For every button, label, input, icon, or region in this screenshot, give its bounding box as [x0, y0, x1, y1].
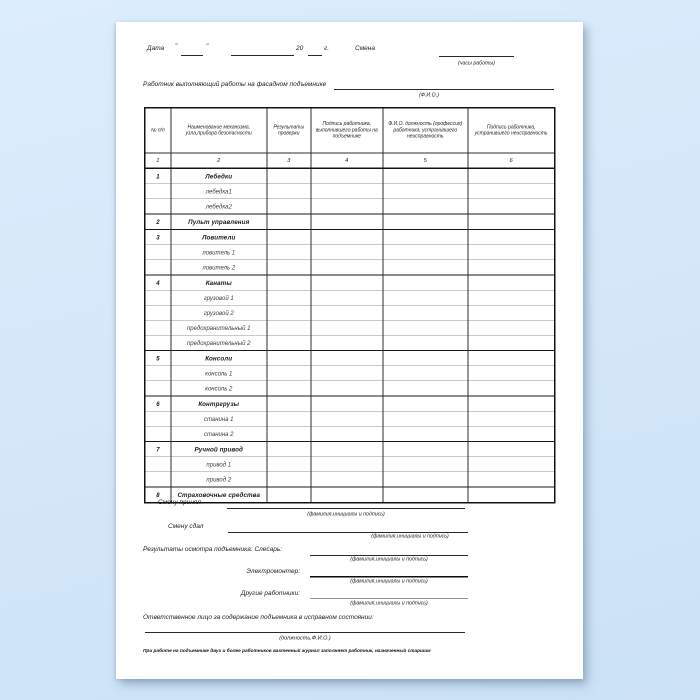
row-number-cell [145, 305, 171, 320]
shift-hours-blank [439, 45, 514, 57]
check-result-cell [267, 335, 311, 350]
worker-signature-cell [311, 472, 383, 487]
fixer-signature-cell [468, 457, 555, 472]
fixer-name-cell [383, 442, 468, 457]
fixer-name-cell [383, 472, 468, 487]
row-number-cell [145, 245, 171, 260]
responsible-person-blank [145, 621, 465, 633]
fixer-signature-cell [468, 442, 555, 457]
fixer-name-cell [383, 381, 468, 396]
table-row [145, 199, 555, 214]
fixer-name-cell [383, 457, 468, 472]
worker-signature-cell [311, 168, 383, 184]
fixer-name-cell [383, 366, 468, 381]
mechanism-name-cell: лебедка2 [171, 199, 267, 214]
fixer-name-cell [383, 230, 468, 245]
fixer-signature-cell [468, 305, 555, 320]
worker-signature-cell [311, 442, 383, 457]
check-result-cell [267, 366, 311, 381]
worker-signature-cell [311, 305, 383, 320]
row-number-cell [145, 381, 171, 396]
check-result-cell [267, 411, 311, 426]
row-number-cell [145, 184, 171, 199]
row-number-cell: 7 [145, 442, 171, 457]
signature-hint: (фамилия,инициалы и подпись) [350, 578, 428, 584]
form-content [116, 22, 583, 679]
mechanism-name-cell: Лебедки [171, 168, 267, 184]
table-body [145, 168, 555, 503]
day-close-quote: " [206, 42, 209, 50]
fixer-signature-cell [468, 426, 555, 441]
fixer-name-cell [383, 290, 468, 305]
row-number-cell: 8 [145, 487, 171, 503]
fixer-signature-cell [468, 230, 555, 245]
shift-label: Смена [355, 44, 375, 52]
worker-signature-cell [311, 396, 383, 411]
signature-hint: (фамилия,инициалы и подпись) [350, 600, 428, 606]
column-number: 6 [468, 153, 555, 168]
row-number-cell [145, 290, 171, 305]
check-result-cell [267, 442, 311, 457]
mechanism-name-cell: станина 1 [171, 411, 267, 426]
shift-handed-label: Смену сдал [168, 522, 204, 530]
year-prefix: 20 [296, 44, 304, 52]
mechanism-name-cell: привод 1 [171, 457, 267, 472]
electrician-signature-blank [310, 565, 468, 578]
day-open-quote: " [175, 42, 178, 50]
fixer-name-cell [383, 199, 468, 214]
row-number-cell [145, 199, 171, 214]
worker-label: Работник выполняющий работы на фасадном подъемнике [143, 80, 327, 88]
row-number-cell [145, 260, 171, 275]
responsible-person-label: Ответственное лицо за содержание подъемника в исправном состоянии: [143, 613, 374, 621]
fixer-signature-cell [468, 245, 555, 260]
table-row [145, 335, 555, 350]
fixer-signature-cell [468, 396, 555, 411]
row-number-cell [145, 335, 171, 350]
table-row [145, 290, 555, 305]
fixer-signature-cell [468, 381, 555, 396]
fixer-signature-cell [468, 199, 555, 214]
row-number-cell: 2 [145, 214, 171, 230]
worker-signature-cell [311, 351, 383, 366]
fixer-signature-cell [468, 351, 555, 366]
shift-handed-blank [228, 521, 468, 533]
date-label: Дата [147, 44, 165, 52]
fixer-name-cell [383, 184, 468, 199]
fixer-signature-cell [468, 335, 555, 350]
check-result-cell [267, 230, 311, 245]
row-number-cell: 4 [145, 275, 171, 290]
check-result-cell [267, 168, 311, 184]
signature-hint: (фамилия,инициалы и подпись) [371, 533, 449, 539]
mechanism-name-cell: консоль 2 [171, 381, 267, 396]
mechanism-name-cell: консоль 1 [171, 366, 267, 381]
col-header-fixer-name: Ф.И.О. должность (профессия) работника, устранившего неисправность [383, 108, 468, 153]
row-number-cell [145, 472, 171, 487]
mechanism-name-cell: станина 2 [171, 426, 267, 441]
worker-signature-cell [311, 199, 383, 214]
row-number-cell: 3 [145, 230, 171, 245]
column-number: 1 [145, 153, 171, 168]
mechanism-name-cell: Ловители [171, 230, 267, 245]
worker-signature-cell [311, 320, 383, 335]
fixer-signature-cell [468, 320, 555, 335]
fixer-signature-cell [468, 487, 555, 503]
table-row [145, 426, 555, 441]
worker-signature-cell [311, 457, 383, 472]
table-row [145, 168, 555, 184]
check-result-cell [267, 275, 311, 290]
other-workers-label: Другие работники: [240, 589, 300, 597]
document-page [116, 22, 583, 679]
signature-hint: (фамилия,инициалы и подпись) [307, 511, 385, 517]
locksmith-signature-blank [310, 544, 468, 556]
table-row [145, 411, 555, 426]
check-result-cell [267, 320, 311, 335]
mechanism-name-cell: Канаты [171, 275, 267, 290]
mechanism-name-cell: грузовой 2 [171, 305, 267, 320]
worker-signature-cell [311, 214, 383, 230]
table-row [145, 230, 555, 245]
mechanism-name-cell: Ручной привод [171, 442, 267, 457]
worker-name-blank [334, 78, 554, 90]
shift-accepted-label: Смену принял [158, 498, 201, 506]
row-number-cell [145, 411, 171, 426]
mechanism-name-cell: Пульт управления [171, 214, 267, 230]
mechanism-name-cell: Контргрузы [171, 396, 267, 411]
row-number-cell [145, 457, 171, 472]
table-row [145, 245, 555, 260]
check-result-cell [267, 199, 311, 214]
check-result-cell [267, 381, 311, 396]
worker-signature-cell [311, 290, 383, 305]
mechanism-name-cell: предохранительный 1 [171, 320, 267, 335]
fixer-signature-cell [468, 472, 555, 487]
date-month-blank [231, 44, 294, 56]
table-row [145, 320, 555, 335]
table-row [145, 275, 555, 290]
check-result-cell [267, 245, 311, 260]
row-number-cell [145, 426, 171, 441]
mechanism-name-cell: грузовой 1 [171, 290, 267, 305]
mechanism-name-cell: Страховочные средства [171, 487, 267, 503]
fixer-signature-cell [468, 290, 555, 305]
worker-signature-cell [311, 260, 383, 275]
check-result-cell [267, 426, 311, 441]
footnote: При работе на подъемнике двух и более работников вахтенный журнал заполняет работник, назначенный старшим [143, 648, 431, 654]
mechanism-name-cell: предохранительный 2 [171, 335, 267, 350]
fixer-name-cell [383, 260, 468, 275]
worker-signature-cell [311, 230, 383, 245]
mechanism-name-cell: ловитель 2 [171, 260, 267, 275]
worker-signature-cell [311, 366, 383, 381]
col-header-number: № п/п [145, 108, 171, 153]
check-result-cell [267, 351, 311, 366]
other-workers-signature-blank [310, 587, 468, 599]
check-result-cell [267, 184, 311, 199]
fixer-signature-cell [468, 275, 555, 290]
check-result-cell [267, 290, 311, 305]
column-number: 4 [311, 153, 383, 168]
table-row [145, 457, 555, 472]
fixer-signature-cell [468, 366, 555, 381]
worker-hint: (Ф.И.О.) [419, 92, 439, 98]
row-number-cell [145, 320, 171, 335]
fixer-signature-cell [468, 184, 555, 199]
fixer-name-cell [383, 214, 468, 230]
worker-signature-cell [311, 335, 383, 350]
table-row [145, 305, 555, 320]
fixer-name-cell [383, 168, 468, 184]
fixer-name-cell [383, 275, 468, 290]
fixer-name-cell [383, 411, 468, 426]
check-result-cell [267, 396, 311, 411]
fixer-name-cell [383, 396, 468, 411]
table-row [145, 381, 555, 396]
table-row [145, 366, 555, 381]
worker-signature-cell [311, 411, 383, 426]
table-row [145, 184, 555, 199]
fixer-signature-cell [468, 214, 555, 230]
mechanism-name-cell: лебедка1 [171, 184, 267, 199]
shift-accepted-blank [227, 497, 465, 509]
worker-signature-cell [311, 381, 383, 396]
table-row [145, 260, 555, 275]
responsible-person-hint: (должность,Ф.И.О.) [279, 635, 331, 641]
col-header-mechanism: Наименование механизма, узла,прибора безопасности [171, 108, 267, 153]
date-year-blank [308, 44, 322, 56]
year-suffix: г. [324, 44, 330, 52]
check-result-cell [267, 472, 311, 487]
mechanism-name-cell: Консоли [171, 351, 267, 366]
worker-signature-cell [311, 275, 383, 290]
table-row [145, 396, 555, 411]
table-row [145, 214, 555, 230]
row-number-cell: 5 [145, 351, 171, 366]
table-row [145, 351, 555, 366]
check-result-cell [267, 214, 311, 230]
column-number: 5 [383, 153, 468, 168]
table-row [145, 472, 555, 487]
hours-hint: (часы работы) [457, 60, 496, 66]
fixer-signature-cell [468, 411, 555, 426]
col-header-fixer-signature: Подпись работника, устранившего неисправность [468, 108, 555, 153]
mechanism-name-cell: привод 2 [171, 472, 267, 487]
fixer-name-cell [383, 245, 468, 260]
fixer-signature-cell [468, 168, 555, 184]
fixer-name-cell [383, 426, 468, 441]
inspection-table [144, 107, 556, 504]
mechanism-name-cell: ловитель 1 [171, 245, 267, 260]
worker-signature-cell [311, 245, 383, 260]
column-number: 3 [267, 153, 311, 168]
fixer-name-cell [383, 320, 468, 335]
worker-signature-cell [311, 426, 383, 441]
inspection-results-label: Результаты осмотра подъемника: Слесарь: [143, 545, 283, 553]
col-header-results: Результаты проверки [267, 108, 311, 153]
fixer-name-cell [383, 351, 468, 366]
fixer-signature-cell [468, 260, 555, 275]
table-header-row [145, 108, 555, 153]
column-number-row [145, 153, 555, 168]
electrician-label: Электромонтер: [246, 567, 300, 575]
fixer-name-cell [383, 305, 468, 320]
fixer-name-cell [383, 335, 468, 350]
check-result-cell [267, 260, 311, 275]
date-day-blank [181, 44, 203, 56]
check-result-cell [267, 457, 311, 472]
row-number-cell [145, 366, 171, 381]
check-result-cell [267, 305, 311, 320]
row-number-cell: 6 [145, 396, 171, 411]
col-header-worker-signature: Подпись работника, выполнившего работы на подъемнике [311, 108, 383, 153]
worker-signature-cell [311, 184, 383, 199]
signature-hint: (фамилия,инициалы и подпись) [350, 556, 428, 562]
table-row [145, 442, 555, 457]
column-number: 2 [171, 153, 267, 168]
row-number-cell: 1 [145, 168, 171, 184]
